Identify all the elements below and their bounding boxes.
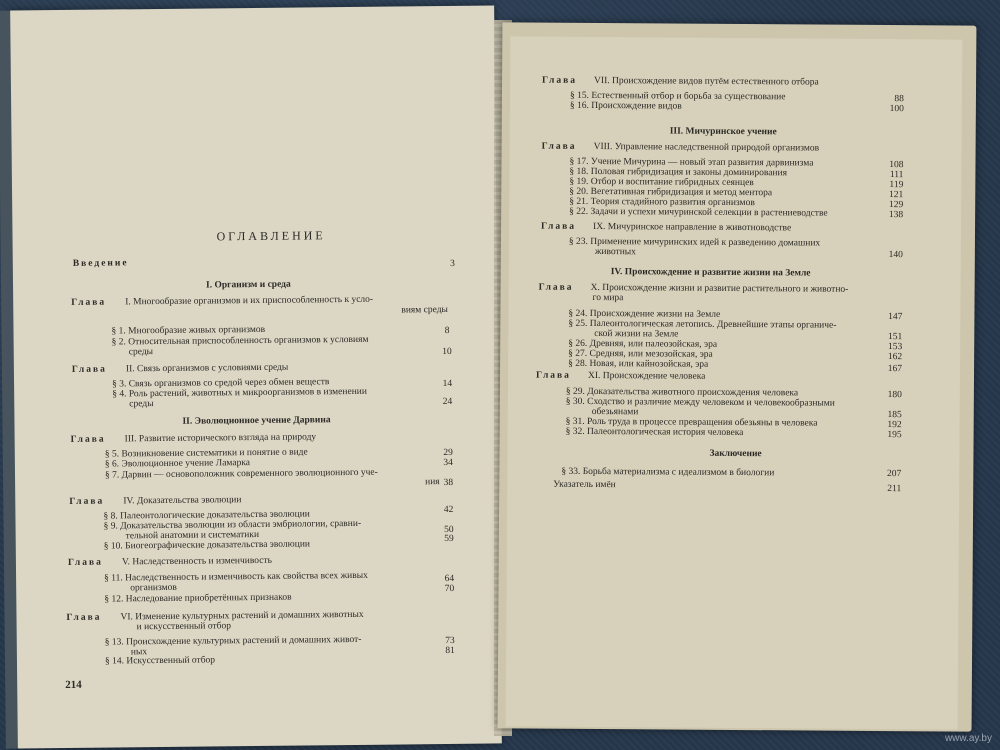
section-entry-cont: ных (130, 647, 148, 658)
section-page: 10 (442, 346, 452, 358)
section-page: 38 (443, 477, 454, 489)
section-page: 151 (887, 332, 903, 343)
intro-page: 3 (450, 258, 455, 269)
section-entry: § 23. Применение мичуринских идей к разведению домашних (568, 236, 821, 249)
section-entry: § 19. Отбор и воспитание гибридных сеянцев (569, 176, 754, 189)
chapter-prefix: Глава (542, 75, 578, 86)
section-entry: § 25. Палеонтологическая летопись. Древнейшие этапы органиче- (568, 318, 837, 331)
chapter-title: IX. Мичуринское направление в животноводстве (593, 221, 792, 234)
section-entry: § 4. Роль растений, животных и микроорганизмов в изменении (112, 386, 367, 400)
section-page: 100 (889, 104, 904, 115)
section-entry: § 16. Происхождение видов (569, 100, 682, 112)
section-entry: § 3. Связь организмов со средой через обмен веществ (112, 377, 330, 390)
intro-label: Введение (72, 258, 129, 269)
section-entry: § 14. Искусственный отбор (104, 655, 216, 667)
section-page: 121 (888, 190, 904, 201)
part-heading: Заключение (709, 448, 762, 460)
watermark: www.ay.by (944, 733, 992, 744)
part-heading: IV. Происхождение и развитие жизни на Земле (610, 267, 811, 279)
chapter-prefix: Глава (541, 221, 577, 232)
section-entry-cont: животных (594, 247, 636, 258)
section-entry: § 12. Наследование приобретённых признаков (104, 592, 292, 605)
section-entry: § 27. Средняя, или мезозойская, эра (568, 348, 713, 360)
chapter-prefix: Глава (535, 370, 571, 381)
section-entry: § 15. Естественный отбор и борьба за существование (569, 90, 786, 103)
section-page: 140 (888, 250, 903, 261)
left-toc (8, 5, 502, 748)
section-page: 192 (887, 420, 902, 431)
section-page: 119 (889, 180, 904, 191)
section-page: 207 (887, 469, 902, 480)
section-page: 70 (444, 583, 455, 595)
section-entry-cont: ния (425, 477, 440, 488)
page-number: 214 (65, 678, 82, 692)
toc-title: ОГЛАВЛЕНИЕ (216, 228, 326, 244)
section-page: 185 (887, 410, 902, 421)
chapter-title: IV. Доказательства эволюции (123, 495, 242, 507)
section-entry-cont: среды (129, 399, 154, 410)
chapter-prefix: Глава (71, 297, 107, 308)
chapter-prefix: Глава (70, 434, 106, 445)
index-page: 211 (887, 484, 902, 495)
section-entry: § 5. Возникновение систематики и понятие о виде (104, 447, 308, 460)
chapter-title: I. Многообразие организмов и их приспособленность к усло- (125, 294, 374, 308)
chapter-title-cont: и искусственный отбор (136, 621, 232, 633)
chapter-prefix: Глава (541, 141, 577, 152)
chapter-title: XI. Происхождение человека (587, 370, 706, 382)
section-page: 24 (442, 396, 453, 408)
section-page: 180 (887, 390, 902, 401)
section-page: 167 (887, 364, 903, 375)
chapter-title-cont: виям среды (401, 304, 448, 316)
section-page: 88 (894, 94, 904, 105)
section-entry: § 7. Дарвин — основоположник современного эволюционного уче- (104, 467, 378, 481)
chapter-prefix: Глава (538, 282, 574, 293)
section-entry: § 28. Новая, или кайнозойская, эра (568, 358, 709, 370)
section-entry: § 6. Эволюционное учение Ламарка (104, 458, 251, 470)
chapter-title-cont: го мира (592, 292, 624, 304)
section-entry: § 11. Наследственность и изменчивость как свойства всех живых (104, 570, 368, 584)
chapter-title: V. Наследственность и изменчивость (121, 555, 273, 568)
section-entry: § 32. Палеонтологическая история человека (565, 426, 744, 439)
section-entry: § 29. Доказательства животного происхождения человека (565, 386, 799, 399)
section-entry: § 10. Биогеографические доказательства эволюции (103, 539, 311, 552)
section-entry: § 30. Сходство и различие между человеком и человекообразными (565, 396, 835, 409)
section-page: 29 (443, 447, 453, 459)
section-entry-cont: организмов (130, 582, 177, 594)
section-page: 8 (444, 325, 450, 337)
section-page: 34 (443, 457, 453, 469)
section-entry-cont: тельной анатомии и систематики (125, 529, 260, 542)
part-heading: II. Эволюционное учение Дарвина (182, 415, 331, 427)
section-page: 162 (887, 352, 903, 363)
section-entry-cont: ской жизни на Земле (594, 329, 679, 340)
section-entry: § 8. Палеонтологические доказательства эволюции (103, 509, 310, 522)
section-entry: § 9. Доказательства эволюции из области эмбриологии, сравни- (103, 518, 362, 532)
section-entry: § 22. Задачи и успехи мичуринской селекции в растениеводстве (569, 206, 828, 219)
section-page: 64 (444, 573, 455, 585)
section-entry: § 17. Учение Мичурина — новый этап развития дарвинизма (569, 156, 814, 169)
chapter-title: II. Связь организмов с условиями среды (125, 362, 289, 375)
section-entry: § 13. Происхождение культурных растений и домашних живот- (104, 634, 362, 648)
right-page (498, 22, 977, 731)
section-page: 59 (444, 533, 454, 545)
section-entry: § 2. Относительная приспособленность организмов к условиям (111, 334, 369, 348)
section-page: 129 (888, 200, 904, 211)
chapter-title: X. Происхождение жизни и развитие растительного и животно- (590, 282, 849, 295)
section-entry: § 24. Происхождение жизни на Земле (568, 308, 721, 320)
section-page: 81 (445, 645, 455, 657)
section-entry: § 1. Многообразие живых организмов (111, 324, 266, 337)
section-page: 111 (889, 170, 904, 181)
section-entry-cont: обезьянами (591, 406, 639, 418)
section-page: 73 (445, 635, 455, 647)
index-entry: Указатель имён (553, 479, 616, 491)
section-page: 42 (443, 504, 454, 516)
chapter-prefix: Глава (67, 557, 103, 568)
part-heading: III. Мичуринское учение (669, 126, 777, 138)
section-entry: § 18. Половая гибридизация и законы доминирования (569, 166, 788, 179)
section-page: 147 (888, 312, 903, 323)
section-entry: § 21. Теория стадийного развития организмов (569, 196, 755, 209)
chapter-prefix: Глава (71, 364, 107, 375)
section-entry-cont: среды (128, 347, 154, 358)
chapter-title: VIII. Управление наследственной природой организмов (593, 141, 820, 154)
section-page: 50 (444, 524, 454, 536)
chapter-title: VI. Изменение культурных растений и домашних животных (120, 609, 364, 623)
section-entry: § 33. Борьба материализма с идеализмом в биологии (561, 466, 775, 479)
chapter-title: III. Развитие исторического взгляда на природу (124, 432, 317, 445)
left-page (8, 5, 502, 748)
section-entry: § 31. Роль труда в процессе превращения обезьяны в человека (565, 416, 818, 429)
section-page: 138 (888, 210, 904, 221)
chapter-prefix: Глава (66, 612, 102, 623)
section-entry: § 26. Древняя, или палеозойская, эра (568, 338, 718, 350)
right-toc (498, 22, 977, 731)
section-page: 14 (442, 378, 453, 390)
section-entry: § 20. Вегетативная гибридизация и метод ментора (569, 186, 773, 199)
section-page: 153 (887, 342, 903, 353)
section-page: 108 (889, 160, 904, 171)
section-page: 195 (887, 430, 902, 441)
part-heading: I. Организм и среда (205, 279, 291, 291)
chapter-prefix: Глава (69, 496, 105, 507)
chapter-title: VII. Происхождение видов путём естественного отбора (594, 75, 819, 88)
